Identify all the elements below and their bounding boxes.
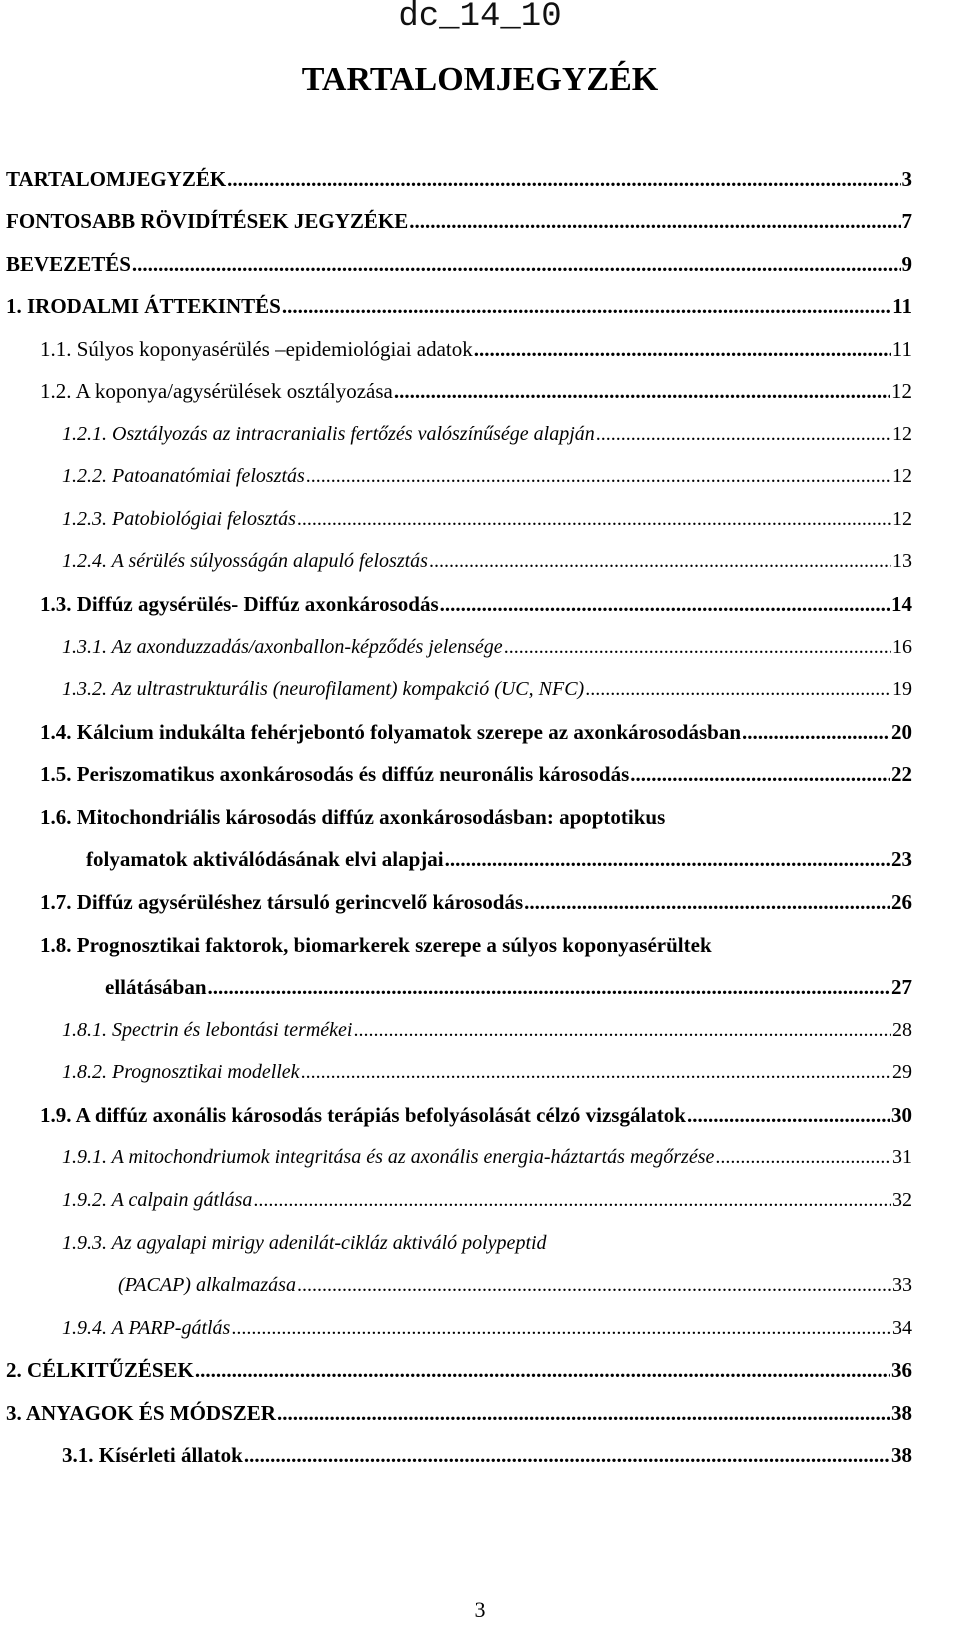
toc-entry-title: 1.3. Diffúz agysérülés- Diffúz axonkárosodás bbox=[40, 592, 439, 616]
toc-leader-dots bbox=[440, 590, 890, 618]
toc-entry-title: 1.5. Periszomatikus axonkárosodás és diffúz neuronális károsodás bbox=[40, 762, 630, 786]
toc-entry[interactable] bbox=[6, 207, 912, 235]
toc-leader-dots bbox=[742, 718, 890, 746]
toc-entry-title: 1.3.1. Az axonduzzadás/axonballon-képződés jelensége bbox=[62, 636, 503, 658]
toc-entry-title: 1.4. Kálcium indukálta fehérjebontó folyamatok szerepe az axonkárosodásban bbox=[40, 720, 741, 744]
toc-entry-title: 1.2.1. Osztályozás az intracranialis fertőzés valószínűsége alapján bbox=[62, 423, 595, 445]
toc-entry-title-continued: folyamatok aktiválódásának elvi alapjai bbox=[86, 847, 444, 871]
toc-entry-title: 1.8.2. Prognosztikai modellek bbox=[62, 1061, 300, 1083]
toc-entry-title-line1[interactable]: 1.8. Prognosztikai faktorok, biomarkerek szerepe a súlyos koponyasérültek bbox=[40, 933, 712, 957]
toc-entry[interactable] bbox=[62, 1186, 912, 1214]
toc-leader-dots bbox=[630, 760, 890, 788]
toc-entry[interactable] bbox=[6, 1399, 912, 1427]
toc-leader-dots bbox=[277, 1399, 890, 1427]
toc-entry-page: 3 bbox=[901, 167, 912, 191]
toc-entry[interactable] bbox=[40, 1101, 912, 1129]
toc-entry-page: 27 bbox=[891, 975, 912, 999]
toc-entry-page: 33 bbox=[892, 1274, 912, 1296]
toc-entry-page: 38 bbox=[891, 1401, 912, 1425]
toc-entry-title: FONTOSABB RÖVIDÍTÉSEK JEGYZÉKE bbox=[6, 209, 409, 233]
toc-entry[interactable] bbox=[6, 165, 912, 193]
toc-entry-page: 38 bbox=[891, 1443, 912, 1467]
toc-entry-page: 16 bbox=[892, 636, 912, 658]
toc-leader-dots bbox=[244, 1441, 890, 1469]
toc-entry-page: 14 bbox=[891, 592, 912, 616]
toc-leader-dots bbox=[354, 1016, 892, 1044]
toc-entry-page: 12 bbox=[891, 379, 912, 403]
toc-entry-page: 30 bbox=[891, 1103, 912, 1127]
toc-entry-page: 9 bbox=[901, 252, 912, 276]
toc-leader-dots bbox=[301, 1058, 891, 1086]
toc-entry[interactable] bbox=[62, 420, 912, 448]
toc-leader-dots bbox=[715, 1143, 891, 1171]
toc-entry-page: 32 bbox=[892, 1189, 912, 1211]
toc-leader-dots bbox=[474, 335, 891, 363]
toc-entry[interactable] bbox=[62, 633, 912, 661]
page-number: 3 bbox=[474, 1597, 486, 1622]
toc-entry-page: 28 bbox=[892, 1019, 912, 1041]
toc-entry-page: 23 bbox=[891, 847, 912, 871]
toc-entry-page: 11 bbox=[892, 294, 912, 318]
toc-entry-title-continued: (PACAP) alkalmazása bbox=[118, 1274, 296, 1296]
toc-entry-title: BEVEZETÉS bbox=[6, 252, 131, 276]
toc-leader-dots bbox=[282, 292, 891, 320]
toc-entry[interactable] bbox=[62, 462, 912, 490]
toc-leader-dots bbox=[409, 207, 900, 235]
toc-entry-title: 1. IRODALMI ÁTTEKINTÉS bbox=[6, 294, 281, 318]
toc-leader-dots bbox=[596, 420, 891, 448]
toc-entry-title-line1[interactable]: 1.6. Mitochondriális károsodás diffúz axonkárosodásban: apoptotikus bbox=[40, 805, 666, 829]
toc-entry-title: 3.1. Kísérleti állatok bbox=[62, 1443, 243, 1467]
toc-entry-title: 1.9. A diffúz axonális károsodás terápiás befolyásolását célzó vizsgálatok bbox=[40, 1103, 686, 1127]
toc-entry[interactable] bbox=[40, 335, 912, 363]
toc-entry-page: 29 bbox=[892, 1061, 912, 1083]
toc-leader-dots bbox=[208, 973, 890, 1001]
toc-entry[interactable] bbox=[118, 1271, 912, 1299]
toc-entry-title-line1[interactable]: 1.9.3. Az agyalapi mirigy adenilát-cikláz aktiváló polypeptid bbox=[62, 1232, 547, 1254]
toc-entry[interactable] bbox=[40, 590, 912, 618]
toc-entry-title: 1.8.1. Spectrin és lebontási termékei bbox=[62, 1019, 353, 1041]
toc-entry-page: 34 bbox=[892, 1317, 912, 1339]
toc-leader-dots bbox=[297, 1271, 891, 1299]
toc-entry-page: 13 bbox=[892, 550, 912, 572]
toc-entry-title: 1.9.1. A mitochondriumok integritása és az axonális energia-háztartás megőrzése bbox=[62, 1146, 715, 1168]
toc-leader-dots bbox=[687, 1101, 890, 1129]
toc-entry-title: 3. ANYAGOK ÉS MÓDSZER bbox=[6, 1401, 276, 1425]
toc-entry[interactable] bbox=[62, 547, 912, 575]
toc-leader-dots bbox=[394, 377, 890, 405]
toc-entry-title-continued: ellátásában bbox=[105, 975, 207, 999]
toc-entry-page: 11 bbox=[891, 337, 912, 361]
toc-entry[interactable] bbox=[62, 675, 912, 703]
toc-entry[interactable] bbox=[105, 973, 912, 1001]
toc-entry-title: 1.2.4. A sérülés súlyosságán alapuló felosztás bbox=[62, 550, 428, 572]
toc-leader-dots bbox=[297, 505, 891, 533]
toc-entry-title: 1.2. A koponya/agysérülések osztályozása bbox=[40, 379, 393, 403]
toc-entry-page: 12 bbox=[892, 423, 912, 445]
toc-entry-title: 1.1. Súlyos koponyasérülés –epidemiológiai adatok bbox=[40, 337, 473, 361]
toc-entry[interactable] bbox=[62, 1314, 912, 1342]
toc-leader-dots bbox=[227, 165, 900, 193]
toc-entry-page: 7 bbox=[901, 209, 912, 233]
toc-leader-dots bbox=[524, 888, 890, 916]
toc-leader-dots bbox=[253, 1186, 891, 1214]
toc-entry-title: TARTALOMJEGYZÉK bbox=[6, 167, 227, 191]
toc-leader-dots bbox=[504, 633, 891, 661]
toc-entry[interactable] bbox=[40, 377, 912, 405]
toc-entry-title: 1.7. Diffúz agysérüléshez társuló gerincvelő károsodás bbox=[40, 890, 524, 914]
toc-entry[interactable] bbox=[62, 1441, 912, 1469]
toc-entry-page: 20 bbox=[891, 720, 912, 744]
toc-entry[interactable] bbox=[62, 1016, 912, 1044]
toc-entry[interactable] bbox=[6, 292, 912, 320]
toc-leader-dots bbox=[132, 250, 901, 278]
toc-entry[interactable] bbox=[62, 505, 912, 533]
toc-entry[interactable] bbox=[40, 888, 912, 916]
toc-leader-dots bbox=[429, 547, 891, 575]
toc-entry-title: 1.9.4. A PARP-gátlás bbox=[62, 1317, 231, 1339]
toc-leader-dots bbox=[445, 845, 890, 873]
toc-entry[interactable] bbox=[86, 845, 912, 873]
toc-entry-page: 31 bbox=[892, 1146, 912, 1168]
toc-entry-page: 22 bbox=[891, 762, 912, 786]
toc-leader-dots bbox=[306, 462, 891, 490]
toc-entry-title: 2. CÉLKITŰZÉSEK bbox=[6, 1358, 194, 1382]
toc-entry-title: 1.3.2. Az ultrastrukturális (neurofilament) kompakció (UC, NFC) bbox=[62, 678, 585, 700]
toc-entry-title: 1.9.2. A calpain gátlása bbox=[62, 1189, 253, 1211]
toc-entry[interactable] bbox=[6, 1356, 912, 1384]
toc-entry[interactable] bbox=[40, 718, 912, 746]
toc-leader-dots bbox=[585, 675, 891, 703]
toc-entry-title: 1.2.2. Patoanatómiai felosztás bbox=[62, 465, 305, 487]
toc-entry-page: 19 bbox=[892, 678, 912, 700]
toc-entry[interactable] bbox=[62, 1143, 912, 1171]
toc-entry-page: 12 bbox=[892, 465, 912, 487]
toc-entry[interactable] bbox=[62, 1058, 912, 1086]
toc-leader-dots bbox=[231, 1314, 891, 1342]
page-title: TARTALOMJEGYZÉK bbox=[301, 61, 659, 98]
toc-entry-page: 12 bbox=[892, 508, 912, 530]
toc-entry-page: 36 bbox=[891, 1358, 912, 1382]
document-id: dc_14_10 bbox=[398, 0, 562, 36]
toc-entry[interactable] bbox=[6, 250, 912, 278]
toc-entry-page: 26 bbox=[891, 890, 912, 914]
toc-leader-dots bbox=[195, 1356, 890, 1384]
toc-entry-title: 1.2.3. Patobiológiai felosztás bbox=[62, 508, 296, 530]
toc-entry[interactable] bbox=[40, 760, 912, 788]
